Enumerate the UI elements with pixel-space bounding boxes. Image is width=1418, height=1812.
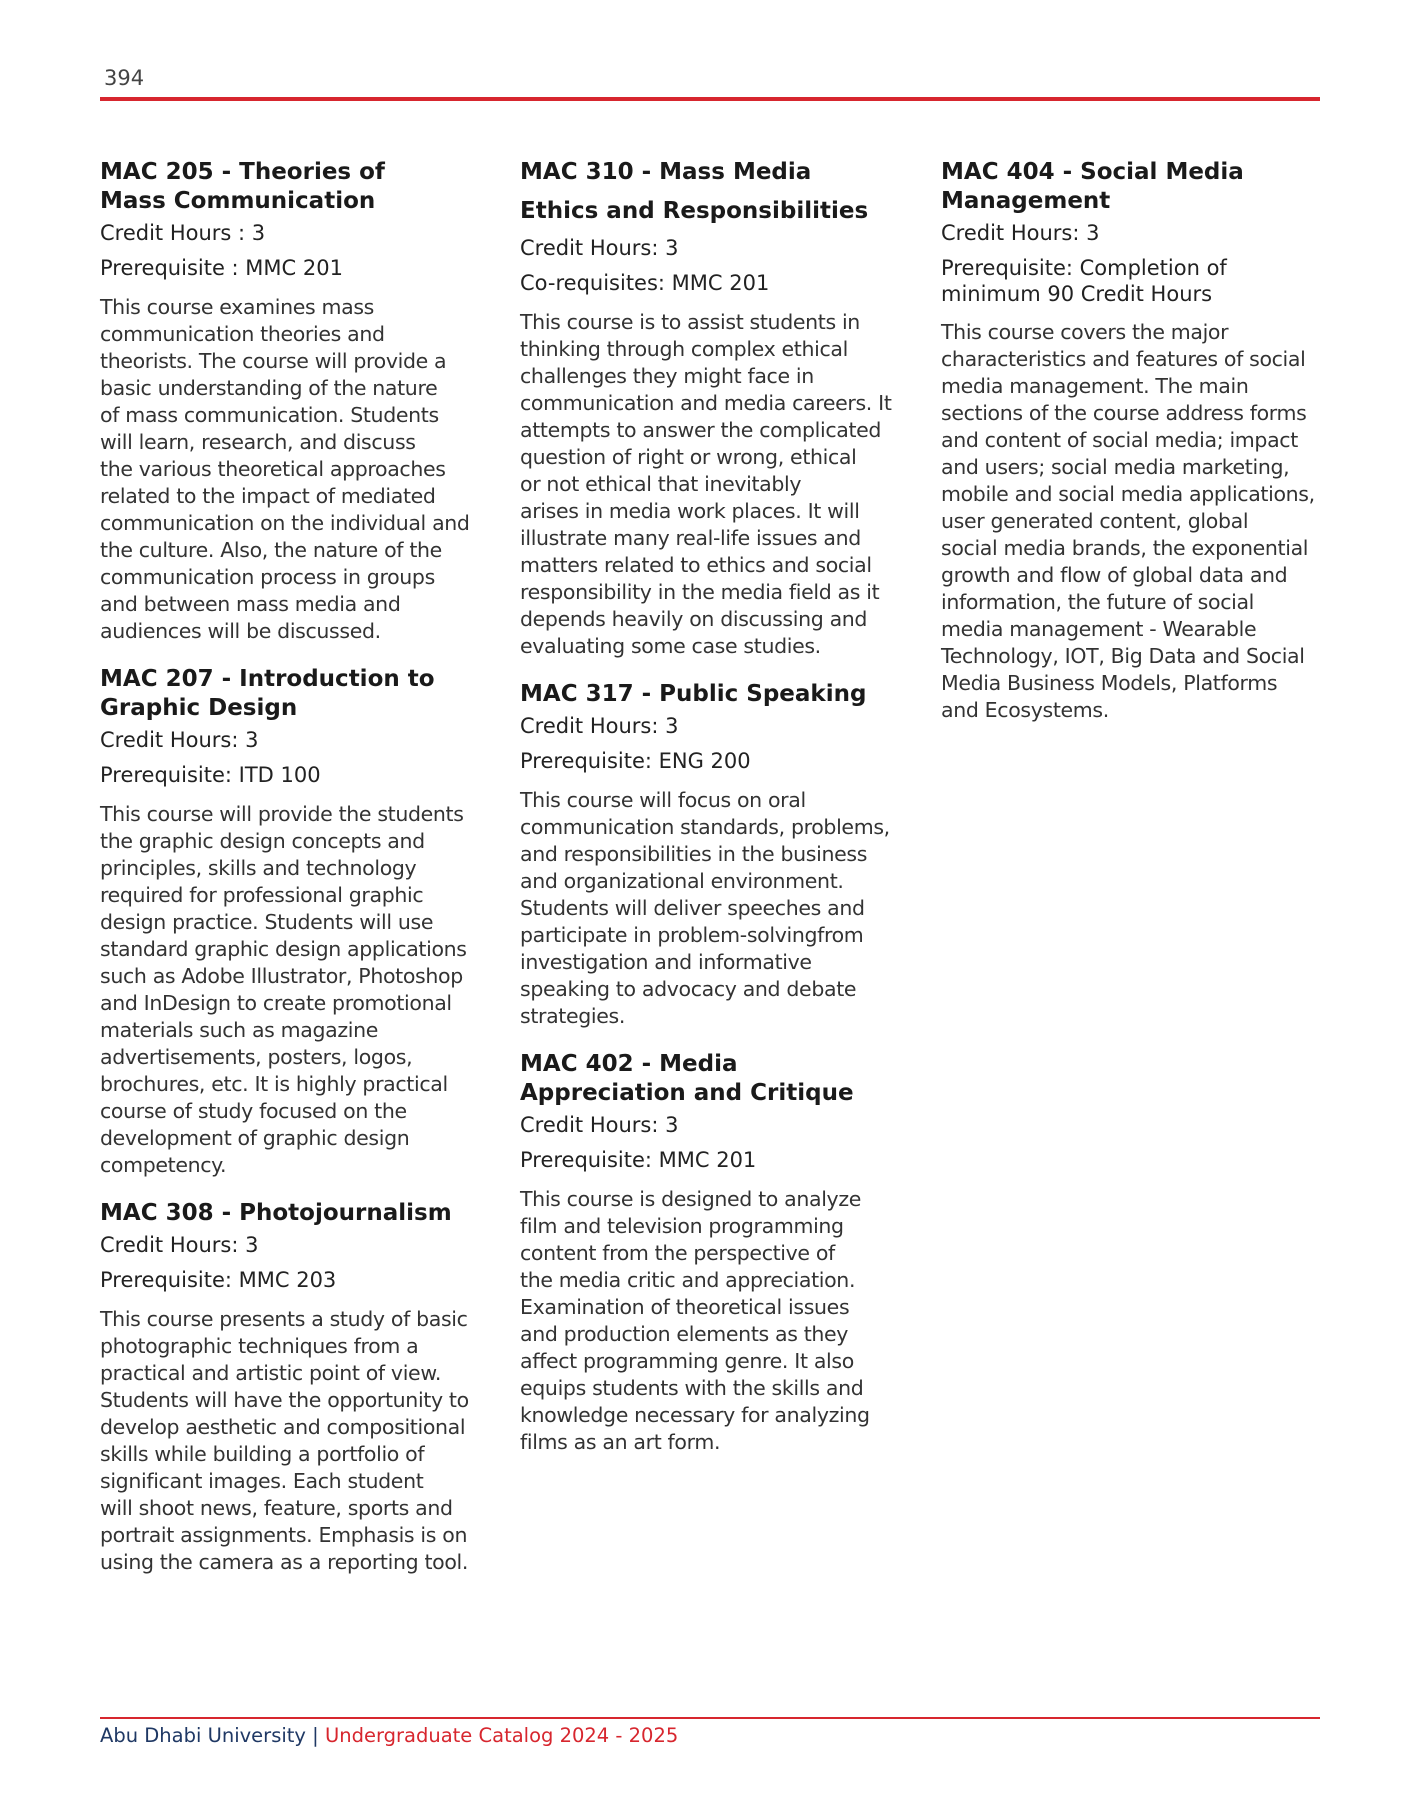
description-line: brochures, etc. It is highly practical (100, 1072, 448, 1096)
course-title: MAC 402 - Media Appreciation and Critique (520, 1051, 854, 1106)
description-line: characteristics and features of social (941, 347, 1306, 371)
description-line: attempts to answer the complicated (520, 418, 882, 442)
description-line: develop aesthetic and compositional (100, 1415, 466, 1439)
description-line: competency. (100, 1153, 227, 1177)
description-line: film and television programming (520, 1214, 844, 1238)
description-line: the culture. Also, the nature of the (100, 538, 442, 562)
co-requisite: Co-requisites: MMC 201 (520, 271, 770, 295)
description-line: development of graphic design (100, 1126, 410, 1150)
description-line: Technology, IOT, Big Data and Social (941, 644, 1305, 668)
description-line: This course examines mass (100, 295, 375, 319)
course-mac-207 (100, 665, 480, 1179)
course-title: MAC 317 - Public Speaking (520, 681, 867, 707)
credit-hours: Credit Hours: 3 (520, 236, 679, 260)
prerequisite: Prerequisite: ITD 100 (100, 763, 321, 787)
description-line: such as Adobe Illustrator, Photoshop (100, 964, 463, 988)
description-line: significant images. Each student (100, 1469, 424, 1493)
description-line: This course covers the major (941, 320, 1229, 344)
course-mac-402 (520, 1050, 900, 1456)
description-line: communication on the individual and (100, 511, 470, 535)
description-line: question of right or wrong, ethical (520, 445, 857, 469)
description-line: media management - Wearable (941, 617, 1257, 641)
description-line: and production elements as they (520, 1322, 849, 1346)
description-line: the various theoretical approaches (100, 457, 446, 481)
description-line: arises in media work places. It will (520, 499, 860, 523)
column-2 (520, 158, 900, 1476)
description-line: communication and media careers. It (520, 391, 892, 415)
description-line: information, the future of social (941, 590, 1255, 614)
description-line: and Ecosystems. (941, 698, 1109, 722)
description-line: basic understanding of the nature (100, 376, 438, 400)
description-line: evaluating some case studies. (520, 634, 821, 658)
course-description (941, 319, 1321, 724)
course-title: MAC 207 - Introduction to Graphic Design (100, 666, 435, 721)
description-line: will learn, research, and discuss (100, 430, 416, 454)
description-line: This course presents a study of basic (100, 1307, 468, 1331)
description-line: skills while building a portfolio of (100, 1442, 425, 1466)
description-line: and content of social media; impact (941, 428, 1298, 452)
course-description (100, 294, 480, 645)
description-line: responsibility in the media field as it (520, 580, 880, 604)
prerequisite: Prerequisite: MMC 203 (100, 1268, 337, 1292)
credit-hours: Credit Hours : 3 (100, 221, 266, 245)
credit-hours: Credit Hours: 3 (100, 1233, 259, 1257)
description-line: participate in problem-solvingfrom (520, 923, 864, 947)
description-line: Examination of theoretical issues (520, 1295, 850, 1319)
course-title: MAC 310 - Mass Media Ethics and Responsibilities (520, 159, 869, 224)
description-line: theorists. The course will provide a (100, 349, 447, 373)
course-description (520, 309, 900, 660)
description-line: will shoot news, feature, sports and (100, 1496, 453, 1520)
course-description (100, 801, 480, 1179)
description-line: This course is designed to analyze (520, 1187, 862, 1211)
prerequisite: Prerequisite: ENG 200 (520, 749, 751, 773)
credit-hours: Credit Hours: 3 (520, 1113, 679, 1137)
description-line: This course will provide the students (100, 802, 464, 826)
description-line: the graphic design concepts and (100, 829, 425, 853)
credit-hours: Credit Hours: 3 (941, 221, 1100, 245)
column-3 (941, 158, 1321, 744)
description-line: practical and artistic point of view. (100, 1361, 442, 1385)
description-line: and organizational environment. (520, 869, 844, 893)
course-mac-308 (100, 1199, 480, 1576)
description-line: related to the impact of mediated (100, 484, 436, 508)
description-line: photographic techniques from a (100, 1334, 419, 1358)
column-1 (100, 158, 480, 1596)
description-line: knowledge necessary for analyzing (520, 1403, 870, 1427)
description-line: Media Business Models, Platforms (941, 671, 1278, 695)
description-line: illustrate many real-life issues and (520, 526, 861, 550)
course-description (520, 1186, 900, 1456)
credit-hours: Credit Hours: 3 (520, 714, 679, 738)
description-line: or not ethical that inevitably (520, 472, 802, 496)
description-line: depends heavily on discussing and (520, 607, 868, 631)
description-line: strategies. (520, 1004, 626, 1028)
course-description (100, 1306, 480, 1576)
course-description (520, 787, 900, 1030)
description-line: the media critic and appreciation. (520, 1268, 856, 1292)
description-line: audiences will be discussed. (100, 619, 381, 643)
description-line: and responsibilities in the business (520, 842, 868, 866)
description-line: advertisements, posters, logos, (100, 1045, 413, 1069)
description-line: and users; social media marketing, (941, 455, 1290, 479)
description-line: of mass communication. Students (100, 403, 439, 427)
description-line: standard graphic design applications (100, 937, 467, 961)
description-line: challenges they might face in (520, 364, 814, 388)
footer-divider (100, 1717, 1320, 1719)
prerequisite: Prerequisite : MMC 201 (100, 256, 343, 280)
course-mac-317 (520, 680, 900, 1030)
prerequisite: Prerequisite: MMC 201 (520, 1148, 757, 1172)
description-line: This course is to assist students in (520, 310, 860, 334)
footer-catalog: Undergraduate Catalog 2024 - 2025 (324, 1724, 679, 1747)
description-line: social media brands, the exponential (941, 536, 1309, 560)
page-footer (100, 1724, 678, 1748)
description-line: communication process in groups (100, 565, 435, 589)
prerequisite: Prerequisite: Completion of minimum 90 Credit Hours (941, 256, 1227, 306)
description-line: required for professional graphic (100, 883, 424, 907)
description-line: design practice. Students will use (100, 910, 434, 934)
description-line: mobile and social media applications, (941, 482, 1315, 506)
course-title: MAC 308 - Photojournalism (100, 1200, 452, 1226)
description-line: using the camera as a reporting tool. (100, 1550, 469, 1574)
description-line: materials such as magazine (100, 1018, 379, 1042)
description-line: films as an art form. (520, 1430, 721, 1454)
description-line: course of study focused on the (100, 1099, 407, 1123)
description-line: Students will deliver speeches and (520, 896, 865, 920)
description-line: sections of the course address forms (941, 401, 1307, 425)
header-divider (100, 97, 1320, 101)
footer-university: Abu Dhabi University (100, 1724, 306, 1747)
description-line: communication theories and (100, 322, 385, 346)
course-title: MAC 404 - Social Media Management (941, 159, 1244, 214)
description-line: equips students with the skills and (520, 1376, 864, 1400)
description-line: principles, skills and technology (100, 856, 417, 880)
description-line: and between mass media and (100, 592, 401, 616)
description-line: thinking through complex ethical (520, 337, 848, 361)
course-mac-310 (520, 153, 900, 660)
description-line: Students will have the opportunity to (100, 1388, 469, 1412)
description-line: affect programming genre. It also (520, 1349, 854, 1373)
course-mac-404 (941, 158, 1321, 724)
description-line: user generated content, global (941, 509, 1249, 533)
credit-hours: Credit Hours: 3 (100, 728, 259, 752)
description-line: matters related to ethics and social (520, 553, 872, 577)
course-mac-205 (100, 158, 480, 645)
course-title: MAC 205 - Theories of Mass Communication (100, 159, 385, 214)
page-number: 394 (104, 66, 145, 90)
footer-separator: | (312, 1724, 319, 1747)
description-line: and InDesign to create promotional (100, 991, 452, 1015)
description-line: speaking to advocacy and debate (520, 977, 857, 1001)
description-line: content from the perspective of (520, 1241, 835, 1265)
description-line: communication standards, problems, (520, 815, 890, 839)
description-line: portrait assignments. Emphasis is on (100, 1523, 468, 1547)
description-line: This course will focus on oral (520, 788, 806, 812)
description-line: media management. The main (941, 374, 1249, 398)
description-line: growth and flow of global data and (941, 563, 1288, 587)
description-line: investigation and informative (520, 950, 812, 974)
